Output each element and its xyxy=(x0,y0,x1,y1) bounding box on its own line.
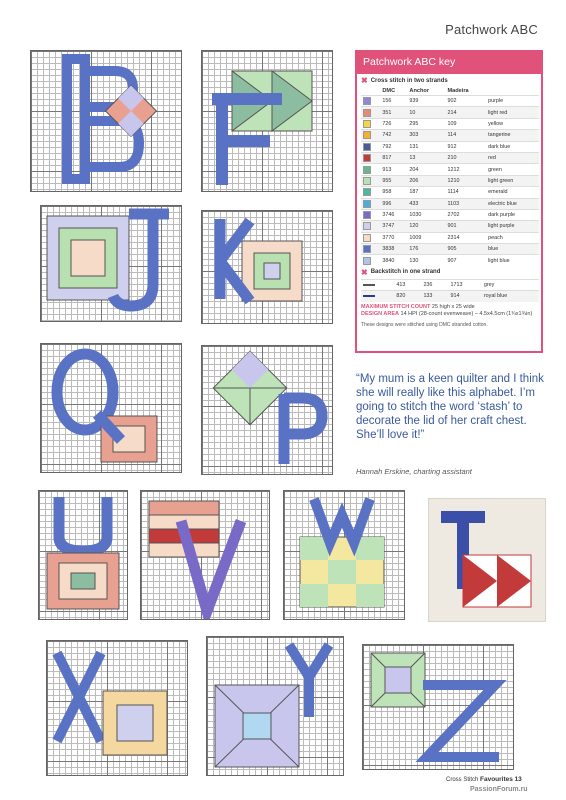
key-cell-madeira: 912 xyxy=(445,141,486,152)
chart-letter-v xyxy=(140,490,270,620)
chart-letter-j xyxy=(40,205,182,322)
key-cell-madeira: 907 xyxy=(445,255,486,266)
key-cell-dmc: 817 xyxy=(380,152,407,163)
key-cell-anchor: 130 xyxy=(407,255,445,266)
key-cell-anchor: 204 xyxy=(407,164,445,175)
key-cell-name: light purple xyxy=(486,221,539,232)
thread-symbol-swatch xyxy=(363,188,371,196)
quote-attribution: Hannah Erskine, charting assistant xyxy=(356,467,472,476)
key-cell-name: light blue xyxy=(486,255,539,266)
backstitch-table xyxy=(361,279,539,302)
chart-letter-b xyxy=(30,50,182,192)
key-row xyxy=(361,187,539,198)
chart-k-motif xyxy=(202,211,332,323)
patchwork-key-panel xyxy=(355,50,543,353)
chart-j-motif xyxy=(41,206,181,321)
col-name xyxy=(486,87,539,96)
key-cell-anchor: 133 xyxy=(421,291,448,302)
key-cell-madeira: 2702 xyxy=(445,209,486,220)
cross-stitch-heading: ✖ Cross stitch in two strands xyxy=(361,76,448,85)
thread-symbol-swatch xyxy=(363,222,371,230)
chart-y-motif xyxy=(207,637,343,775)
key-cell-anchor: 13 xyxy=(407,152,445,163)
key-cell-anchor: 176 xyxy=(407,244,445,255)
key-cell-madeira: 210 xyxy=(445,152,486,163)
key-cell-name: royal blue xyxy=(482,291,539,302)
page-footer xyxy=(446,776,522,783)
key-cell-madeira: 1212 xyxy=(445,164,486,175)
chart-letter-f xyxy=(201,50,333,192)
key-cell-madeira: 2314 xyxy=(445,232,486,243)
chart-letter-z xyxy=(362,644,514,770)
cross-icon: ✖ xyxy=(361,267,368,277)
thread-symbol-swatch xyxy=(363,166,371,174)
watermark: PassionForum.ru xyxy=(470,786,528,793)
quote-text: “My mum is a keen quilter and I think she will really like this alphabet. I’m going to stitch the word ‘stash’ to decorate the lid of her craft chest. She’ll love it!” xyxy=(356,373,544,441)
chart-p-motif xyxy=(202,346,332,474)
chart-letter-w xyxy=(283,490,405,620)
thread-symbol-swatch xyxy=(363,200,371,208)
key-cell-madeira: 1103 xyxy=(445,198,486,209)
chart-letter-p xyxy=(201,345,333,475)
magazine-name: Cross Stitch xyxy=(446,777,479,783)
key-cell-anchor: 120 xyxy=(407,221,445,232)
max-stitch-count: MAXIMUM STITCH COUNT 25 high x 25 wide DESIGN AREA 14 HPI (28-count evenweave) – 4.5x4.5cm (1¾x1¾in) xyxy=(361,303,533,317)
backstitch-table-body xyxy=(361,279,539,301)
key-cell-madeira: 1713 xyxy=(449,279,482,290)
key-cell-madeira: 901 xyxy=(445,221,486,232)
key-cell-anchor: 1009 xyxy=(407,232,445,243)
col-dmc: DMC xyxy=(382,88,396,94)
key-cell-dmc: 726 xyxy=(380,118,407,129)
thread-symbol-swatch xyxy=(363,143,371,151)
key-row xyxy=(361,164,539,175)
key-cell-name: green xyxy=(486,164,539,175)
key-row xyxy=(361,130,539,141)
cross-icon: ✖ xyxy=(361,76,368,85)
key-row xyxy=(361,244,539,255)
backstitch-line-swatch xyxy=(363,295,375,297)
key-cell-name: red xyxy=(486,152,539,163)
key-cell-name: tangerine xyxy=(486,130,539,141)
key-row xyxy=(361,198,539,209)
key-cell-name: grey xyxy=(482,279,539,290)
key-cell-dmc: 351 xyxy=(380,107,407,118)
key-row xyxy=(361,209,539,220)
key-row xyxy=(361,279,539,290)
thread-symbol-swatch xyxy=(363,234,371,242)
key-cell-dmc: 156 xyxy=(380,96,407,107)
key-cell-anchor: 236 xyxy=(421,279,448,290)
key-cell-anchor: 295 xyxy=(407,118,445,129)
key-cell-dmc: 820 xyxy=(394,291,421,302)
key-cell-madeira: 1210 xyxy=(445,175,486,186)
thread-symbol-swatch xyxy=(363,97,371,105)
key-row xyxy=(361,175,539,186)
thread-key-table xyxy=(361,87,539,266)
key-cell-anchor: 1030 xyxy=(407,209,445,220)
key-cell-dmc: 3746 xyxy=(380,209,407,220)
key-cell-name: dark blue xyxy=(486,141,539,152)
key-cell-name: yellow xyxy=(486,118,539,129)
key-cell-dmc: 742 xyxy=(380,130,407,141)
col-anchor: Anchor xyxy=(409,88,429,94)
chart-b-motif xyxy=(31,51,181,191)
key-row xyxy=(361,232,539,243)
key-cell-name: purple xyxy=(486,96,539,107)
chart-v-motif xyxy=(141,491,269,619)
key-cell-madeira: 109 xyxy=(445,118,486,129)
key-row xyxy=(361,291,539,302)
key-cell-dmc: 958 xyxy=(380,187,407,198)
chart-u-motif xyxy=(39,491,127,619)
key-title: Patchwork ABC key xyxy=(357,52,541,74)
key-cell-dmc: 996 xyxy=(380,198,407,209)
key-cell-anchor: 939 xyxy=(407,96,445,107)
key-row xyxy=(361,152,539,163)
chart-letter-k xyxy=(201,210,333,324)
key-row xyxy=(361,107,539,118)
thread-symbol-swatch xyxy=(363,245,371,253)
key-cell-madeira: 1114 xyxy=(445,187,486,198)
chart-letter-y xyxy=(206,636,344,776)
chart-z-motif xyxy=(363,645,513,769)
chart-letter-x xyxy=(46,640,188,776)
chart-x-motif xyxy=(47,641,187,775)
key-cell-anchor: 10 xyxy=(407,107,445,118)
key-cell-madeira: 114 xyxy=(445,130,486,141)
key-row xyxy=(361,221,539,232)
magazine-issue: Favourites xyxy=(480,776,513,783)
key-row xyxy=(361,118,539,129)
key-cell-dmc: 3747 xyxy=(380,221,407,232)
thread-symbol-swatch xyxy=(363,131,371,139)
section-title: Patchwork ABC xyxy=(445,22,538,37)
thread-symbol-swatch xyxy=(363,109,371,117)
chart-f-motif xyxy=(202,51,332,191)
key-table-body xyxy=(361,96,539,266)
key-cell-name: light green xyxy=(486,175,539,186)
key-cell-dmc: 3838 xyxy=(380,244,407,255)
key-cell-dmc: 3770 xyxy=(380,232,407,243)
thread-symbol-swatch xyxy=(363,257,371,265)
key-cell-anchor: 206 xyxy=(407,175,445,186)
key-cell-madeira: 905 xyxy=(445,244,486,255)
key-cell-name: blue xyxy=(486,244,539,255)
key-cell-dmc: 3840 xyxy=(380,255,407,266)
chart-letter-q xyxy=(40,343,182,473)
key-cell-dmc: 955 xyxy=(380,175,407,186)
chart-q-motif xyxy=(41,344,181,472)
page-number: 13 xyxy=(514,776,522,783)
key-cell-anchor: 303 xyxy=(407,130,445,141)
key-cell-dmc: 913 xyxy=(380,164,407,175)
key-cell-dmc: 792 xyxy=(380,141,407,152)
key-row xyxy=(361,141,539,152)
key-cell-name: peach xyxy=(486,232,539,243)
stitched-t-motif xyxy=(429,499,545,621)
key-row xyxy=(361,96,539,107)
key-cell-madeira: 902 xyxy=(445,96,486,107)
key-row xyxy=(361,255,539,266)
chart-letter-u xyxy=(38,490,128,620)
key-cell-anchor: 433 xyxy=(407,198,445,209)
key-table-header xyxy=(361,87,539,96)
backstitch-heading: ✖ Backstitch in one strand xyxy=(361,267,441,277)
backstitch-line-swatch xyxy=(363,284,375,286)
thread-symbol-swatch xyxy=(363,177,371,185)
key-cell-name: light red xyxy=(486,107,539,118)
key-cell-name: dark purple xyxy=(486,209,539,220)
key-cell-dmc: 413 xyxy=(394,279,421,290)
col-madeira: Madeira xyxy=(447,88,469,94)
key-cell-anchor: 131 xyxy=(407,141,445,152)
key-note: These designs were stitched using DMC stranded cotton. xyxy=(361,321,488,328)
chart-w-motif xyxy=(284,491,404,619)
key-cell-madeira: 214 xyxy=(445,107,486,118)
key-cell-name: electric blue xyxy=(486,198,539,209)
key-cell-madeira: 914 xyxy=(449,291,482,302)
key-cell-anchor: 187 xyxy=(407,187,445,198)
thread-symbol-swatch xyxy=(363,211,371,219)
thread-symbol-swatch xyxy=(363,120,371,128)
key-cell-name: emerald xyxy=(486,187,539,198)
thread-symbol-swatch xyxy=(363,154,371,162)
stitched-sample-photo xyxy=(428,498,546,622)
